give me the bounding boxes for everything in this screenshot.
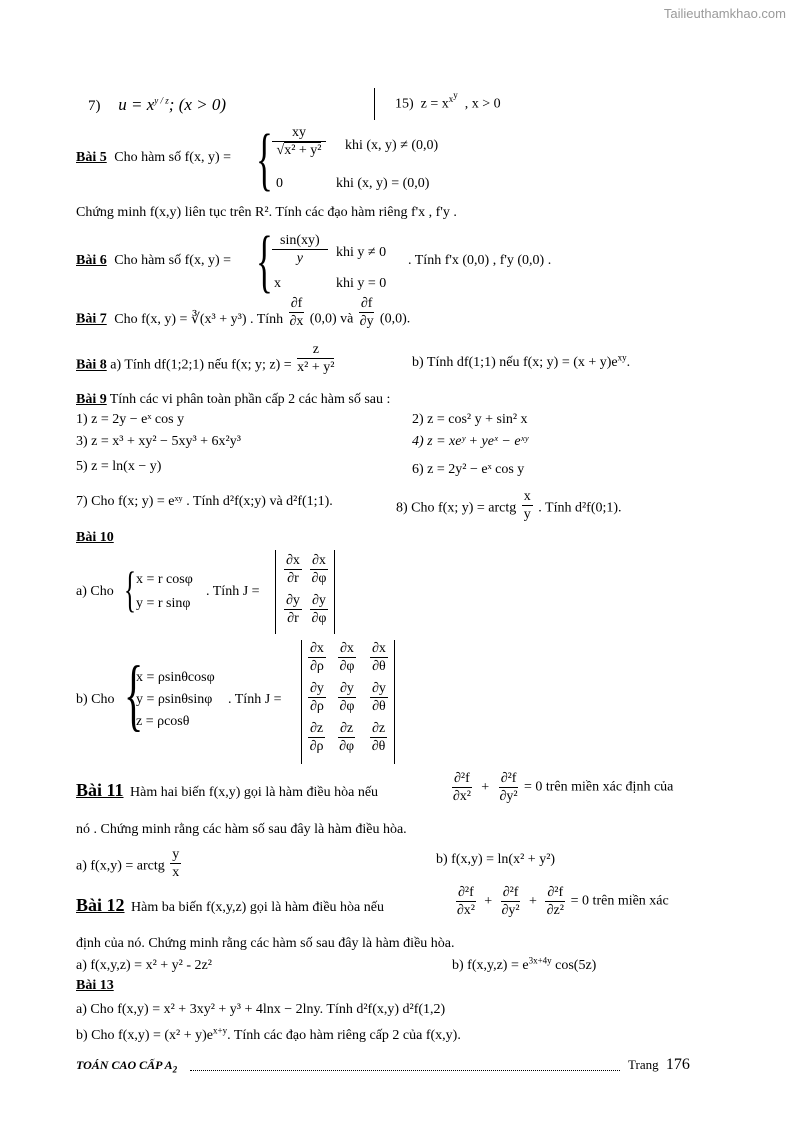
bai5-task: Chứng minh f(x,y) liên tục trên R². Tính các đạo hàm riêng f'x , f'y . xyxy=(76,205,457,220)
footer-title: TOÁN CAO CẤP $A_2$ xyxy=(76,1058,178,1075)
bai6-task: . Tính f'x (0,0) , f'y (0,0) . xyxy=(408,253,552,268)
bai10-b-task: . Tính J = xyxy=(228,692,282,707)
bai11-line1: Bài 11 Hàm hai biến f(x,y) gọi là hàm điều hòa nếu xyxy=(76,780,379,800)
bai11-equation: $\frac{\text{∂²f}}{\text{∂x²}}$ + $\frac{\text{∂²f}}{\text{∂y²}}$ = 0 trên miền xác định của xyxy=(452,771,674,804)
bai6-cond1: khi y ≠ 0 xyxy=(336,245,387,260)
bai10-b-brace: { xyxy=(124,651,144,739)
bai10-a-task: . Tính J = xyxy=(206,584,260,599)
bai13-a: a) Cho f(x,y) = x² + 3xy² + y³ + 4lnx − 2lny. Tính d²f(x,y) d²f(1,2) xyxy=(76,1002,446,1017)
bai10-a-eq1: x = r cosφ xyxy=(136,572,193,587)
bai9-item-8: 8) Cho f(x; y) = arctg $\frac{x}{y}$ . Tính d²f(0;1). xyxy=(396,489,622,522)
bai5-heading: Bài 5 Cho hàm số f(x, y) = xyxy=(76,150,232,165)
bai6-case2: x xyxy=(274,276,281,291)
bai12-line1: Bài 12 Hàm ba biến f(x,y,z) gọi là hàm điều hòa nếu xyxy=(76,895,384,915)
bai5-zero: 0 xyxy=(276,176,283,191)
item-7 xyxy=(88,95,226,115)
bai5-brace: { xyxy=(256,121,273,198)
bai9-item-7: 7) Cho f(x; y) = eˣʸ . Tính d²f(x;y) và d²f(1;1). xyxy=(76,494,333,509)
bai5-case1: $\frac{xy}{\text{√x² + y²}}$ xyxy=(270,124,328,159)
bai9-item-6: 6) z = 2y² − eˣ cos y xyxy=(412,462,525,477)
bai5-label: Bài 5 xyxy=(76,150,107,165)
bai9-item-5: 5) z = ln(x − y) xyxy=(76,459,162,474)
bai13-label: Bài 13 xyxy=(76,978,114,993)
bai12-line2: định của nó. Chứng minh rằng các hàm số sau đây là hàm điều hòa. xyxy=(76,936,455,951)
footer-dotted-leader xyxy=(190,1070,620,1071)
bai10-a-determinant: $\frac{\partial x}{\partial r}$ $\frac{\partial x}{\partial\varphi}$ $\frac{\partial y}{\partial r}$ $\frac{\partial y}{\partial\varphi}$ xyxy=(275,550,335,634)
column-divider xyxy=(374,88,375,120)
bai8-b: b) Tính df(1;1) nếu f(x; $y) = (x + y)e^{xy}$. xyxy=(412,352,631,370)
bai10-b-prefix: b) Cho xyxy=(76,692,115,707)
bai9-item-2: 2) z = cos² y + sin² x xyxy=(412,412,528,427)
bai11-line2: nó . Chứng minh rằng các hàm số sau đây là hàm điều hòa. xyxy=(76,822,407,837)
bai9-heading: Bài 9 Tính các vi phân toàn phần cấp 2 các hàm số sau : xyxy=(76,392,391,407)
bai10-b-eq1: x = ρsinθcosφ xyxy=(136,670,215,685)
bai12-equation: $\frac{\text{∂²f}}{\text{∂x²}}$ + $\frac{\text{∂²f}}{\text{∂y²}}$ + $\frac{\text{∂²f}}{\text{∂z²}}$ = 0 trên miền xác xyxy=(456,885,669,918)
item-7-number: 7) xyxy=(88,98,101,114)
item-15: 15) $z = x^{x^y}$ , x > 0 xyxy=(395,90,501,112)
footer-page: Trang 176 xyxy=(628,1056,690,1073)
bai10-b-determinant: $\frac{\partial x}{\partial\rho}$ $\frac{\partial x}{\partial\varphi}$ $\frac{\partial x}{\partial\theta}$ $\frac{\partial y}{\partial\rho}$ $\frac{\partial y}{\partial\varphi}$ $\frac{\partial y}{\partial\theta}$ $\frac{\partial z}{\partial\rho}$ $\frac{\partial z}{\partial\varphi}$ $\frac{\partial z}{\partial\theta}$ xyxy=(301,640,395,764)
bai10-b-eq2: y = ρsinθsinφ xyxy=(136,692,213,707)
bai6-cond2: khi y = 0 xyxy=(336,276,387,291)
bai9-item-3: 3) z = x³ + xy² − 5xy³ + 6x²y³ xyxy=(76,434,241,449)
bai9-item-4: 4) z = xeʸ + yeˣ − eˣʸ xyxy=(412,434,529,449)
bai10-b-eq3: z = ρcosθ xyxy=(136,714,190,729)
item-7-expr: $u = x^{y / z}$; (x > 0) xyxy=(118,95,227,114)
bai6-brace: { xyxy=(256,223,273,300)
bai12-a: a) f(x,y,z) = x² + y² - 2z² xyxy=(76,958,212,973)
bai10-a-brace: { xyxy=(124,561,136,617)
bai5-cond2: khi (x, y) = (0,0) xyxy=(336,176,430,191)
bai10-a-eq2: y = r sinφ xyxy=(136,596,191,611)
bai8: Bài 8 a) Tính df(1;2;1) nếu f(x; y; z) = $\frac{z}{\text{x² + y²}}$ xyxy=(76,342,335,375)
bai10-label: Bài 10 xyxy=(76,530,114,545)
watermark: Tailieuthamkhao.com xyxy=(663,6,786,21)
bai6-heading: Bài 6 Cho hàm số f(x, y) = xyxy=(76,253,232,268)
bai10-a-prefix: a) Cho xyxy=(76,584,114,599)
bai11-b: b) f(x,y) = ln(x² + y²) xyxy=(436,852,556,867)
bai6-case1: $\frac{\sin(xy)}{y}$ xyxy=(270,232,330,267)
bai12-b: b) $f(x,y,z) = e^{3x+4y}$ cos(5z) xyxy=(452,955,597,973)
bai13-b: b) Cho $f(x,y) = (x^2 + y)e^{x+y}$. Tính các đạo hàm riêng cấp 2 của f(x,y). xyxy=(76,1025,461,1043)
bai5-cond1: khi (x, y) ≠ (0,0) xyxy=(345,138,439,153)
bai7: Bài 7 Cho f(x, y) = ∛(x³ + y³) . Tính $\frac{\partial f}{\partial x}$ (0,0) và $\frac{\partial f}{\partial y}$ (0,0). xyxy=(76,296,411,329)
bai9-item-1: 1) z = 2y − eˣ cos y xyxy=(76,412,185,427)
bai11-a: a) f(x,y) = arctg $\frac{y}{x}$ xyxy=(76,847,180,880)
